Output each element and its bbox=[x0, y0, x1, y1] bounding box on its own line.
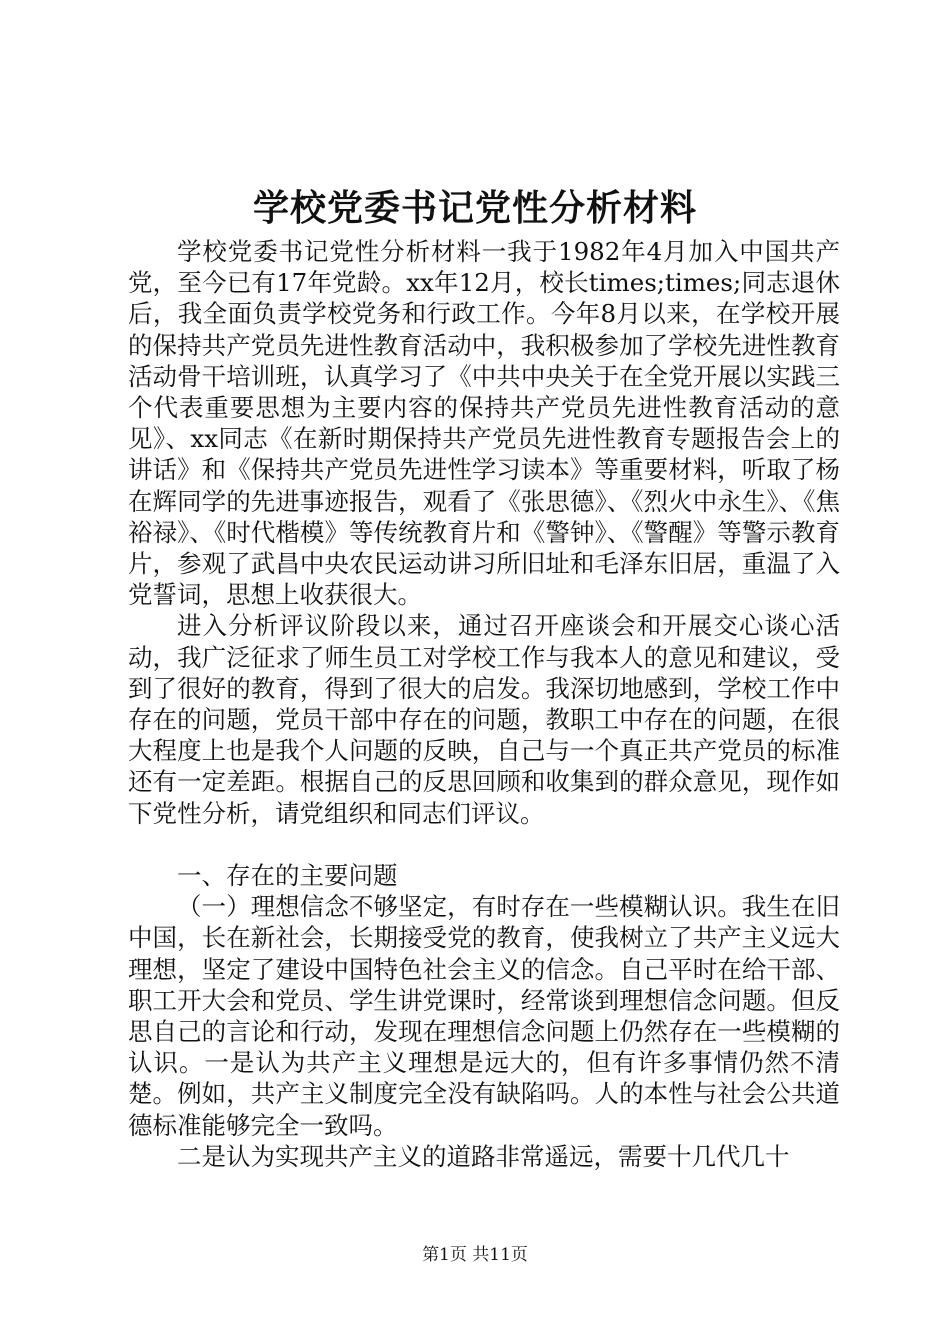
paragraph-problem-2: 二是认为实现共产主义的道路非常遥远，需要十几代几十 bbox=[177, 1141, 790, 1171]
document-body bbox=[128, 236, 840, 1172]
paragraph-problem-1: （一）理想信念不够坚定，有时存在一些模糊认识。我生在旧中国，长在新社会，长期接受党的教育，使我树立了共产主义远大理想，坚定了建设中国特色社会主义的信念。自己平时在给干部、职工开大会和党员、学生讲党课时，经常谈到理想信念问题。但反思自己的言论和行动，发现在理想信念问题上仍然存在一些模糊的认识。一是认为共产主义理想是远大的，但有许多事情仍然不清楚。例如，共产主义制度完全没有缺陷吗。人的本性与社会公共道德标准能够完全一致吗。 bbox=[128, 892, 840, 1140]
section-heading: 一、存在的主要问题 bbox=[177, 861, 398, 891]
page-number: 第1页 共11页 bbox=[422, 1245, 528, 1265]
paragraph-intro: 学校党委书记党性分析材料一我于1982年4月加入中国共产党，至今已有17年党龄。xx年12月，校长times;times;同志退休后，我全面负责学校党务和行政工作。今年8月以来，在学校开展的保持共产党员先进性教育活动中，我积极参加了学校先进性教育活动骨干培训班，认真学习了《中共中央关于在全党开展以实践三个代表重要思想为主要内容的保持共产党员先进性教育活动的意见》、xx同志《在新时期保持共产党员先进性教育专题报告会上的讲话》和《保持共产党员先进性学习读本》等重要材料，听取了杨在辉同学的先进事迹报告，观看了《张思德》、《烈火中永生》、《焦裕禄》、《时代楷模》等传统教育片和《警钟》、《警醒》等警示教育片，参观了武昌中央农民运动讲习所旧址和毛泽东旧居，重温了入党誓词，思想上收获很大。 bbox=[128, 237, 840, 610]
paragraph-analysis: 进入分析评议阶段以来，通过召开座谈会和开展交心谈心活动，我广泛征求了师生员工对学校工作与我本人的意见和建议，受到了很好的教育，得到了很大的启发。我深切地感到，学校工作中存在的问题，党员干部中存在的问题，教职工中存在的问题，在很大程度上也是我个人问题的反映，自己与一个真正共产党员的标准还有一定差距。根据自己的反思回顾和收集到的群众意见，现作如下党性分析，请党组织和同志们评议。 bbox=[128, 611, 840, 828]
document-title: 学校党委书记党性分析材料 bbox=[252, 187, 697, 229]
